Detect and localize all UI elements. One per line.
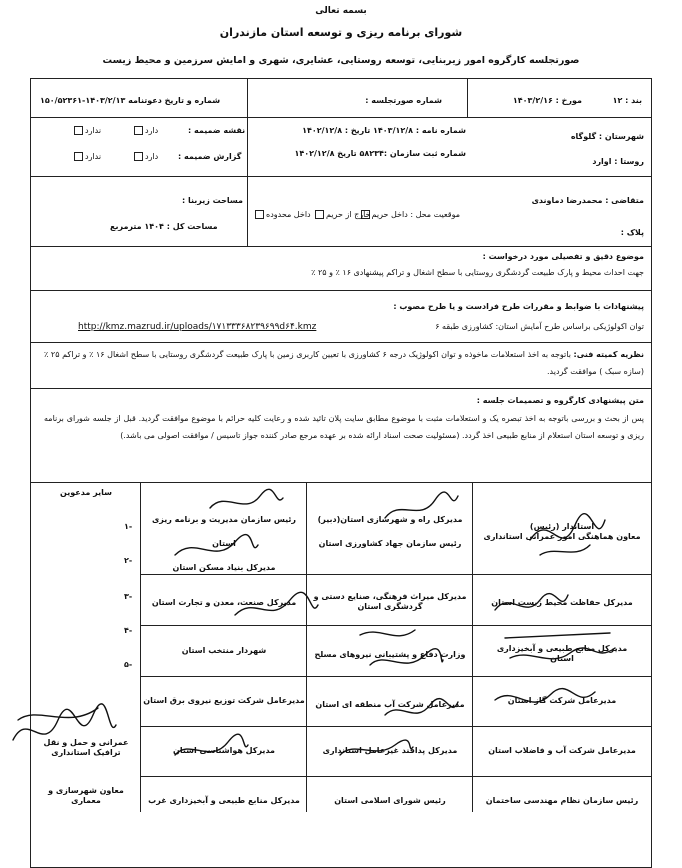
minutes-number-label: شماره صورتجلسه : bbox=[365, 96, 442, 105]
plaque-label: پلاک : bbox=[620, 228, 644, 237]
signature-mark-9 bbox=[205, 488, 285, 518]
sig-gas: مدیرعامل شرکت گاز استان bbox=[507, 696, 617, 705]
map-has-not-checkbox[interactable] bbox=[74, 126, 83, 135]
other-5: -۵ bbox=[124, 660, 133, 669]
map-has-checkbox[interactable] bbox=[134, 126, 143, 135]
bismillah: بسمه تعالی bbox=[315, 6, 367, 16]
applicant-name: متقاضی : محمدرضا دماوندی bbox=[531, 196, 644, 205]
sig-roads: مدیرکل راه و شهرسازی استان(دبیر) رئیس سازمان جهاد کشاورزی استان bbox=[317, 515, 463, 548]
sig-mayor: شهردار منتخب استان bbox=[181, 646, 267, 655]
sig-environment: مدیرکل حفاظت محیط زیست استان bbox=[491, 598, 633, 607]
council-title: شورای برنامه ریزی و توسعه استان مازندران bbox=[219, 26, 463, 39]
letter-number: شماره نامه : ۱۴۰۳/۱۲/۸ تاریخ : ۱۴۰۲/۱۲/۸ bbox=[302, 126, 466, 135]
map-has-not[interactable]: ندارد bbox=[72, 126, 101, 136]
sig-heritage: مدیرکل میراث فرهنگی، صنایع دستی و گردشگری استان bbox=[313, 592, 467, 611]
sig-industry: مدیرکل صنعت، معدن و تجارت استان bbox=[151, 598, 297, 607]
signature-mark-8 bbox=[335, 735, 415, 765]
signature-mark-5 bbox=[380, 488, 460, 528]
proposals-label: پیشنهادات با ضوابط و مقررات طرح فرادست و یا طرح مصوب : bbox=[393, 302, 644, 311]
report-has-not[interactable]: ندارد bbox=[72, 152, 101, 162]
signature-mark-2 bbox=[490, 585, 570, 625]
sig-passive-defense: مدیرکل پدافند غیرعامل استانداری bbox=[322, 746, 458, 755]
signature-mark-7 bbox=[380, 690, 460, 730]
session-subtitle: صورتجلسه کارگروه امور زیربنایی، توسعه روستایی، عشایری، شهری و امایش سرزمین و محیط زیست bbox=[102, 55, 580, 66]
other-1: -۱ bbox=[124, 522, 133, 531]
subject-label: موضوع دقیق و تفصیلی مورد درخواست : bbox=[482, 252, 644, 261]
map-attach-label: نقشه ضمیمه : bbox=[188, 126, 246, 135]
band-number: بند : ۱۲ bbox=[612, 96, 642, 105]
decision-label: متن پیشنهادی کارگروه و تصمیمات جلسه : bbox=[476, 396, 644, 405]
registration-number: شماره ثبت سازمان :۵۸۲۳۴ تاریخ ۱۴۰۲/۱۲/۸ bbox=[294, 149, 466, 158]
village: روستا : اوارد bbox=[592, 157, 644, 166]
signature-mark-13 bbox=[8, 700, 118, 760]
builtup-area-label: مساحت زیربنا : bbox=[182, 196, 243, 205]
sig-council: رئیس شورای اسلامی استان bbox=[334, 796, 446, 805]
invite-number: شماره و تاریخ دعوتنامه ۱۴۰۳/۲/۱۳-۱۵۰/۵۲۳۶۱ bbox=[40, 96, 221, 105]
position-in-limit: داخل محدوده bbox=[253, 210, 311, 220]
other-3: -۳ bbox=[124, 592, 133, 601]
report-has-checkbox[interactable] bbox=[134, 152, 143, 161]
other-2: -۲ bbox=[124, 556, 133, 565]
position-out-harim: خارج از حریم bbox=[313, 210, 371, 220]
in-limit-checkbox[interactable] bbox=[255, 210, 264, 219]
kmz-link[interactable]: http://kmz.mazrud.ir/uploads/۱۷۱۳۳۳۶۸۲۳۹۶۹۹d۶۴.kmz bbox=[78, 322, 317, 332]
position-in-harim: موقعیت محل : داخل حریم bbox=[359, 210, 460, 220]
signature-mark-4 bbox=[490, 680, 600, 720]
sig-planning: رئیس سازمان مدیریت و برنامه ریزی استان مدیرکل بنیاد مسکن استان bbox=[151, 515, 297, 572]
signature-mark-6 bbox=[355, 620, 445, 690]
sig-regional-water: مدیرعامل شرکت آب منطقه ای استان bbox=[315, 700, 465, 709]
signature-mark-3 bbox=[500, 628, 620, 678]
signature-mark-11 bbox=[230, 585, 320, 635]
sig-governor: استاندار (رئیس) معاون هماهنگی امور عمرانی استانداری bbox=[483, 522, 641, 541]
other-traffic: عمرانی و حمل و نقل ترافیک استانداری bbox=[43, 738, 129, 757]
decision-text: پس از بحث و بررسی باتوجه به اخذ تبصره یک و استعلامات مثبت با موضوع مطابق سایت پلان تائید شده و رعایت کلیه حرائم با موضوع موافقت گردید. قبل از جلسه شورای برنامه ریزی و توسعه استان استعلام از منابع طبیعی اخذ گردد. (مسئولیت صحت اسناد ارائه شده بر عهده مرجع صادر کننده جواز تاسیس / موافقت اصولی می باشد.) bbox=[44, 414, 644, 440]
total-area: مساحت کل : ۱۴۰۴ مترمربع bbox=[110, 222, 218, 231]
map-has[interactable]: دارد bbox=[132, 126, 158, 136]
report-attach-label: گزارش ضمیمه : bbox=[178, 152, 242, 161]
subject-text: جهت احداث محیط و پارک طبیعت گردشگری روستایی با سطح اشغال و تراکم پیشنهادی ۱۶ ٪ و ۲۵ ٪ bbox=[311, 268, 644, 277]
others-label: سایر مدعوین bbox=[60, 488, 112, 497]
sig-engineering: رئیس سازمان نظام مهندسی ساختمان bbox=[485, 796, 639, 805]
sig-electricity: مدیرعامل شرکت توزیع نیروی برق استان bbox=[143, 696, 305, 705]
proposals-text: توان اکولوژیکی براساس طرح آمایش استان: کشاورزی طبقه ۶ bbox=[435, 322, 644, 331]
sig-meteorology: مدیرکل هواشناسی استان bbox=[172, 746, 276, 755]
sig-defense: وزارت دفاع و پشتیبانی نیروهای مسلح bbox=[314, 650, 466, 659]
other-4: -۴ bbox=[124, 626, 133, 635]
signature-mark-1 bbox=[520, 500, 610, 570]
sig-water: مدیرعامل شرکت آب و فاضلاب استان bbox=[488, 746, 636, 755]
technical-opinion: نظریه کمیته فنی: باتوجه به اخذ استعلامات ماخوذه و توان اکولوژیک درجه ۶ کشاورزی با تعیین کاربری زمین با پارک طبیعت گردشگری روستایی با سطح اشغال ۱۶ ٪ و تراکم ۲۵ ٪(سازه سبک ) موافقت گردید. bbox=[44, 350, 645, 376]
sig-natural-resources: مدیرکل منابع طبیعی و آبخیزداری استان bbox=[496, 644, 628, 663]
sig-west-resources: مدیرکل منابع طبیعی و آبخیزداری غرب bbox=[148, 796, 300, 805]
out-harim-checkbox[interactable] bbox=[315, 210, 324, 219]
other-urban: معاون شهرسازی و معماری bbox=[48, 786, 124, 805]
county: شهرستان : گلوگاه bbox=[570, 132, 644, 141]
report-has-not-checkbox[interactable] bbox=[74, 152, 83, 161]
signature-mark-10 bbox=[170, 530, 260, 570]
signature-mark-12 bbox=[170, 730, 250, 770]
report-has[interactable]: دارد bbox=[132, 152, 158, 162]
session-date: مورخ : ۱۴۰۳/۲/۱۶ bbox=[512, 96, 582, 105]
